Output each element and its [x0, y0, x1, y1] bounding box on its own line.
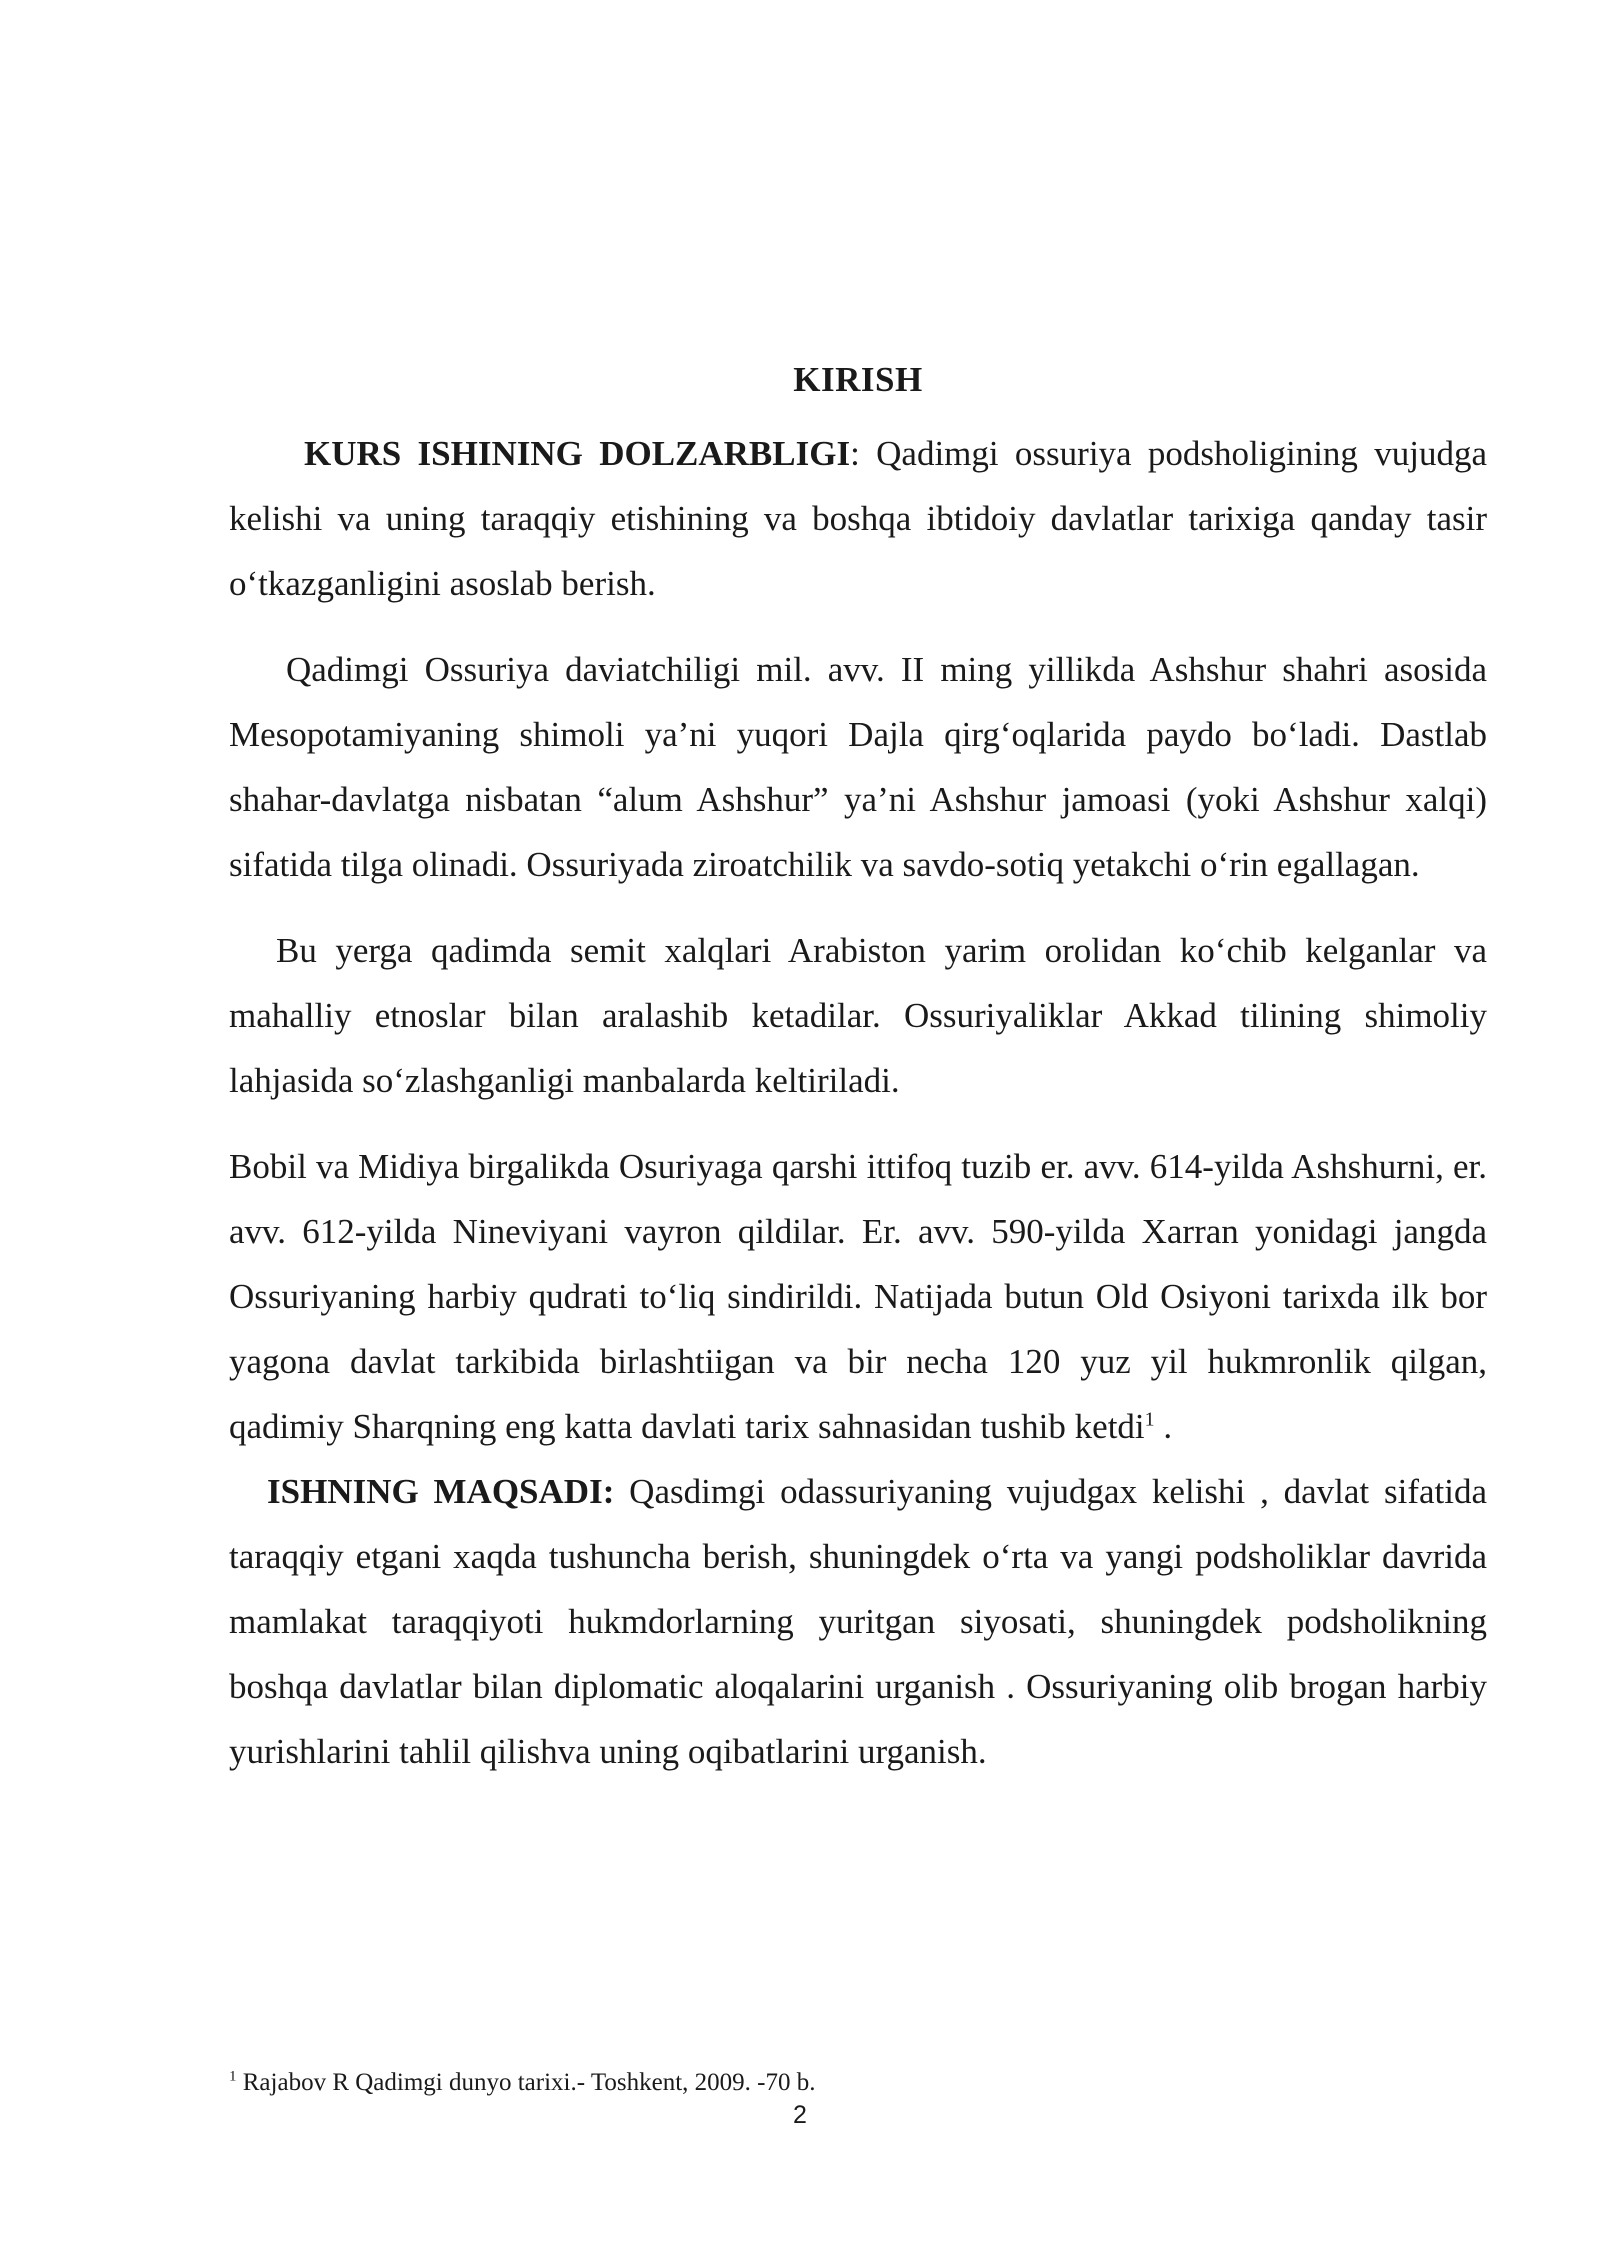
relevance-label: KURS ISHINING DOLZARBLIGI	[304, 434, 851, 473]
aim-paragraph	[229, 1459, 1487, 1784]
footnote-reference: 1	[1144, 1408, 1155, 1431]
page-number: 2	[793, 2101, 807, 2129]
fall-paragraph	[229, 1134, 1487, 1459]
aim-text: Qasdimgi odassuriyaning vujudgax kelishi , davlat sifatida taraqqiy etgani xaqda tushuncha berish, shuningdek o‘rta va yangi podsholiklar davrida mamlakat taraqqiyoti hukmdorlarning yuritgan siyosati, shuningdek podsholikning boshqa davlatlar bilan diplomatic aloqalarini urganish . Ossuriyaning olib brogan harbiy yurishlarini tahlil qilishva uning oqibatlarini urganish.	[229, 1472, 1487, 1771]
paragraph-gap	[229, 1113, 1487, 1134]
relevance-text: Qadimgi ossuriya podsholigining vujudga kelishi va uning taraqqiy etishining va boshqa ibtidoiy davlatlar tarixiga qanday tasir o‘tkazganligini asoslab berish.	[229, 434, 1487, 603]
relevance-colon: :	[850, 434, 860, 473]
settlement-paragraph: Bu yerga qadimda semit xalqlari Arabiston yarim orolidan ko‘chib kelganlar va mahalliy etnoslar bilan aralashib ketadilar. Ossuriyaliklar Akkad tilining shimoliy lahjasida so‘zlashganligi manbalarda keltiriladi.	[229, 931, 1487, 1100]
history-paragraph: Qadimgi Ossuriya daviatchiligi mil. avv. II ming yillikda Ashshur shahri asosida Mesopotamiyaning shimoli ya’ni yuqori Dajla qirg‘oqlarida paydo bo‘ladi. Dastlab shahar-davlatga nisbatan “alum Ashshur” ya’ni Ashshur jamoasi (yoki Ashshur xalqi) sifatida tilga olinadi. Ossuriyada ziroatchilik va savdo-sotiq yetakchi o‘rin egallagan.	[229, 650, 1487, 884]
page-heading: KIRISH	[793, 360, 923, 399]
footnote	[229, 2066, 815, 2100]
relevance-paragraph	[229, 421, 1487, 616]
aim-label: ISHNING MAQSADI:	[267, 1472, 615, 1511]
fall-text: Bobil va Midiya birgalikda Osuriyaga qarshi ittifoq tuzib er. avv. 614-yilda Ashshurni, er. avv. 612-yilda Nineviyani vayron qildilar. Er. avv. 590-yilda Xarran yonidagi jangda Ossuriyaning harbiy qudrati to‘liq sindirildi. Natijada butun Old Osiyoni tarixda ilk bor yagona davlat tarkibida birlashtiigan va bir necha 120 yuz yil hukmronlik qilgan, qadimiy Sharqning eng katta davlati tarix sahnasidan tushib ketdi	[229, 1147, 1487, 1446]
body-text	[229, 355, 1487, 1784]
paragraph-gap	[229, 897, 1487, 918]
footnote-text: Rajabov R Qadimgi dunyo tarixi.- Toshkent, 2009. -70 b.	[236, 2069, 816, 2096]
paragraph-gap	[229, 616, 1487, 637]
footnote-number: 1	[229, 2068, 237, 2085]
fall-tail: .	[1154, 1407, 1173, 1446]
